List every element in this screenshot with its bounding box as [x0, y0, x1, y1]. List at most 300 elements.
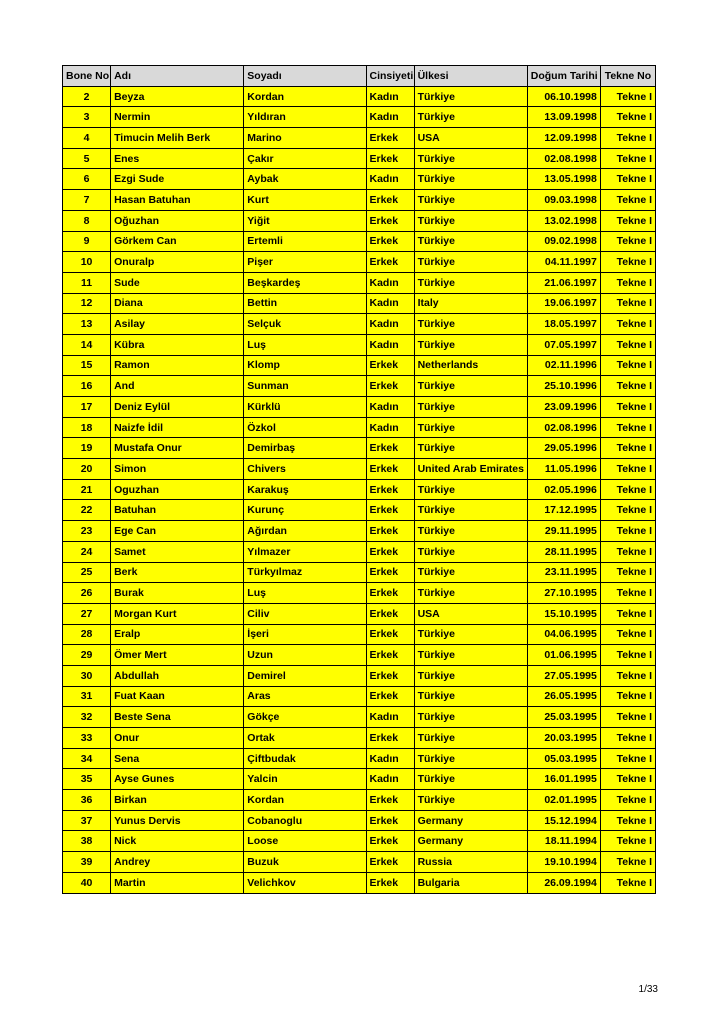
cell-tekne-no: Tekne I	[600, 831, 655, 852]
cell-bone-no: 9	[63, 231, 111, 252]
cell-soyadi: Ertemli	[244, 231, 366, 252]
cell-bone-no: 33	[63, 728, 111, 749]
cell-ulkesi: Türkiye	[414, 790, 527, 811]
cell-dogum-tarihi: 09.03.1998	[527, 190, 600, 211]
cell-ulkesi: Germany	[414, 831, 527, 852]
cell-cinsiyeti: Kadın	[366, 107, 414, 128]
table-row	[63, 190, 656, 211]
cell-ulkesi: Türkiye	[414, 583, 527, 604]
cell-adi: Oğuzhan	[111, 210, 244, 231]
cell-adi: Kübra	[111, 334, 244, 355]
cell-soyadi: Gökçe	[244, 707, 366, 728]
cell-dogum-tarihi: 27.10.1995	[527, 583, 600, 604]
cell-bone-no: 39	[63, 852, 111, 873]
cell-soyadi: Çakır	[244, 148, 366, 169]
cell-adi: Morgan Kurt	[111, 603, 244, 624]
cell-cinsiyeti: Kadın	[366, 417, 414, 438]
cell-cinsiyeti: Erkek	[366, 252, 414, 273]
cell-ulkesi: Türkiye	[414, 500, 527, 521]
cell-tekne-no: Tekne I	[600, 397, 655, 418]
cell-cinsiyeti: Kadın	[366, 397, 414, 418]
cell-dogum-tarihi: 26.09.1994	[527, 872, 600, 893]
cell-soyadi: Sunman	[244, 376, 366, 397]
cell-bone-no: 3	[63, 107, 111, 128]
cell-ulkesi: Türkiye	[414, 107, 527, 128]
cell-soyadi: Bettin	[244, 293, 366, 314]
cell-soyadi: Kurt	[244, 190, 366, 211]
cell-dogum-tarihi: 12.09.1998	[527, 128, 600, 149]
cell-adi: Fuat Kaan	[111, 686, 244, 707]
cell-bone-no: 12	[63, 293, 111, 314]
cell-dogum-tarihi: 02.11.1996	[527, 355, 600, 376]
cell-dogum-tarihi: 19.06.1997	[527, 293, 600, 314]
table-row	[63, 665, 656, 686]
cell-soyadi: Kurunç	[244, 500, 366, 521]
cell-dogum-tarihi: 13.02.1998	[527, 210, 600, 231]
cell-bone-no: 31	[63, 686, 111, 707]
cell-tekne-no: Tekne I	[600, 128, 655, 149]
cell-bone-no: 19	[63, 438, 111, 459]
cell-ulkesi: Türkiye	[414, 334, 527, 355]
table-row	[63, 169, 656, 190]
table-row	[63, 872, 656, 893]
cell-cinsiyeti: Kadın	[366, 707, 414, 728]
cell-dogum-tarihi: 17.12.1995	[527, 500, 600, 521]
cell-dogum-tarihi: 28.11.1995	[527, 541, 600, 562]
cell-adi: Nermin	[111, 107, 244, 128]
col-header-soyadi: Soyadı	[244, 66, 366, 87]
cell-soyadi: Yılmazer	[244, 541, 366, 562]
cell-bone-no: 11	[63, 272, 111, 293]
col-header-bone-no: Bone No	[63, 66, 111, 87]
cell-dogum-tarihi: 05.03.1995	[527, 748, 600, 769]
cell-ulkesi: Bulgaria	[414, 872, 527, 893]
cell-bone-no: 30	[63, 665, 111, 686]
cell-cinsiyeti: Kadın	[366, 748, 414, 769]
cell-adi: Andrey	[111, 852, 244, 873]
cell-tekne-no: Tekne I	[600, 459, 655, 480]
cell-dogum-tarihi: 02.05.1996	[527, 479, 600, 500]
cell-adi: Ömer Mert	[111, 645, 244, 666]
cell-dogum-tarihi: 06.10.1998	[527, 86, 600, 107]
cell-tekne-no: Tekne I	[600, 603, 655, 624]
table-row	[63, 314, 656, 335]
table-row	[63, 707, 656, 728]
cell-tekne-no: Tekne I	[600, 334, 655, 355]
cell-dogum-tarihi: 18.05.1997	[527, 314, 600, 335]
cell-tekne-no: Tekne I	[600, 148, 655, 169]
cell-cinsiyeti: Erkek	[366, 624, 414, 645]
cell-ulkesi: Russia	[414, 852, 527, 873]
cell-cinsiyeti: Erkek	[366, 831, 414, 852]
cell-ulkesi: Türkiye	[414, 210, 527, 231]
cell-dogum-tarihi: 13.09.1998	[527, 107, 600, 128]
cell-soyadi: Chivers	[244, 459, 366, 480]
cell-bone-no: 29	[63, 645, 111, 666]
cell-soyadi: Kordan	[244, 790, 366, 811]
cell-soyadi: Türkyılmaz	[244, 562, 366, 583]
cell-soyadi: Pişer	[244, 252, 366, 273]
cell-adi: Eralp	[111, 624, 244, 645]
cell-ulkesi: Türkiye	[414, 728, 527, 749]
cell-dogum-tarihi: 04.06.1995	[527, 624, 600, 645]
cell-ulkesi: Türkiye	[414, 562, 527, 583]
cell-adi: Ege Can	[111, 521, 244, 542]
cell-adi: Onur	[111, 728, 244, 749]
cell-dogum-tarihi: 23.09.1996	[527, 397, 600, 418]
cell-adi: Berk	[111, 562, 244, 583]
col-header-dogum-tarihi: Doğum Tarihi	[527, 66, 600, 87]
table-row	[63, 790, 656, 811]
cell-adi: Sena	[111, 748, 244, 769]
cell-cinsiyeti: Erkek	[366, 521, 414, 542]
cell-adi: Diana	[111, 293, 244, 314]
cell-cinsiyeti: Erkek	[366, 210, 414, 231]
table-row	[63, 86, 656, 107]
cell-adi: Ayse Gunes	[111, 769, 244, 790]
cell-bone-no: 27	[63, 603, 111, 624]
cell-bone-no: 6	[63, 169, 111, 190]
table-row	[63, 438, 656, 459]
participants-table	[62, 65, 656, 894]
cell-adi: Deniz Eylül	[111, 397, 244, 418]
cell-bone-no: 28	[63, 624, 111, 645]
cell-soyadi: Özkol	[244, 417, 366, 438]
cell-cinsiyeti: Erkek	[366, 562, 414, 583]
cell-ulkesi: Türkiye	[414, 252, 527, 273]
cell-dogum-tarihi: 04.11.1997	[527, 252, 600, 273]
cell-tekne-no: Tekne I	[600, 169, 655, 190]
cell-cinsiyeti: Erkek	[366, 479, 414, 500]
cell-cinsiyeti: Kadın	[366, 169, 414, 190]
cell-ulkesi: Türkiye	[414, 86, 527, 107]
cell-tekne-no: Tekne I	[600, 86, 655, 107]
cell-soyadi: Selçuk	[244, 314, 366, 335]
cell-cinsiyeti: Erkek	[366, 852, 414, 873]
header-row	[63, 66, 656, 87]
cell-tekne-no: Tekne I	[600, 210, 655, 231]
cell-bone-no: 32	[63, 707, 111, 728]
cell-dogum-tarihi: 20.03.1995	[527, 728, 600, 749]
cell-dogum-tarihi: 18.11.1994	[527, 831, 600, 852]
cell-dogum-tarihi: 07.05.1997	[527, 334, 600, 355]
cell-cinsiyeti: Erkek	[366, 190, 414, 211]
cell-soyadi: Cobanoglu	[244, 810, 366, 831]
cell-soyadi: Çiftbudak	[244, 748, 366, 769]
cell-dogum-tarihi: 01.06.1995	[527, 645, 600, 666]
cell-cinsiyeti: Kadın	[366, 293, 414, 314]
cell-ulkesi: Türkiye	[414, 479, 527, 500]
cell-bone-no: 35	[63, 769, 111, 790]
table-row	[63, 603, 656, 624]
cell-ulkesi: Türkiye	[414, 769, 527, 790]
cell-cinsiyeti: Kadın	[366, 314, 414, 335]
cell-tekne-no: Tekne I	[600, 790, 655, 811]
cell-bone-no: 14	[63, 334, 111, 355]
table-row	[63, 500, 656, 521]
cell-cinsiyeti: Erkek	[366, 665, 414, 686]
cell-tekne-no: Tekne I	[600, 624, 655, 645]
cell-tekne-no: Tekne I	[600, 852, 655, 873]
cell-soyadi: Ağırdan	[244, 521, 366, 542]
table-row	[63, 272, 656, 293]
cell-cinsiyeti: Erkek	[366, 128, 414, 149]
cell-cinsiyeti: Kadın	[366, 272, 414, 293]
cell-cinsiyeti: Erkek	[366, 810, 414, 831]
cell-bone-no: 40	[63, 872, 111, 893]
cell-ulkesi: USA	[414, 128, 527, 149]
cell-tekne-no: Tekne I	[600, 314, 655, 335]
cell-adi: Ezgi Sude	[111, 169, 244, 190]
cell-dogum-tarihi: 29.11.1995	[527, 521, 600, 542]
cell-tekne-no: Tekne I	[600, 438, 655, 459]
cell-bone-no: 10	[63, 252, 111, 273]
cell-ulkesi: Türkiye	[414, 438, 527, 459]
cell-ulkesi: Türkiye	[414, 748, 527, 769]
cell-cinsiyeti: Erkek	[366, 376, 414, 397]
cell-adi: Asilay	[111, 314, 244, 335]
cell-ulkesi: Türkiye	[414, 665, 527, 686]
cell-ulkesi: Türkiye	[414, 686, 527, 707]
cell-bone-no: 4	[63, 128, 111, 149]
cell-tekne-no: Tekne I	[600, 107, 655, 128]
page-number: 1/33	[638, 984, 658, 995]
cell-soyadi: Beşkardeş	[244, 272, 366, 293]
cell-bone-no: 38	[63, 831, 111, 852]
cell-dogum-tarihi: 02.08.1998	[527, 148, 600, 169]
cell-soyadi: Yıldıran	[244, 107, 366, 128]
cell-ulkesi: Türkiye	[414, 169, 527, 190]
cell-adi: Simon	[111, 459, 244, 480]
cell-adi: Samet	[111, 541, 244, 562]
table-row	[63, 252, 656, 273]
cell-dogum-tarihi: 16.01.1995	[527, 769, 600, 790]
cell-soyadi: Marino	[244, 128, 366, 149]
cell-soyadi: Luş	[244, 583, 366, 604]
cell-adi: Hasan Batuhan	[111, 190, 244, 211]
cell-bone-no: 5	[63, 148, 111, 169]
cell-cinsiyeti: Erkek	[366, 790, 414, 811]
cell-soyadi: Aybak	[244, 169, 366, 190]
cell-dogum-tarihi: 21.06.1997	[527, 272, 600, 293]
cell-soyadi: Ciliv	[244, 603, 366, 624]
table-row	[63, 293, 656, 314]
cell-soyadi: Demirbaş	[244, 438, 366, 459]
cell-dogum-tarihi: 23.11.1995	[527, 562, 600, 583]
cell-dogum-tarihi: 02.08.1996	[527, 417, 600, 438]
cell-cinsiyeti: Erkek	[366, 603, 414, 624]
table-row	[63, 521, 656, 542]
cell-tekne-no: Tekne I	[600, 562, 655, 583]
cell-ulkesi: Italy	[414, 293, 527, 314]
cell-ulkesi: Türkiye	[414, 314, 527, 335]
table-row	[63, 231, 656, 252]
cell-adi: Sude	[111, 272, 244, 293]
cell-tekne-no: Tekne I	[600, 231, 655, 252]
cell-ulkesi: Türkiye	[414, 521, 527, 542]
table-row	[63, 645, 656, 666]
cell-tekne-no: Tekne I	[600, 272, 655, 293]
cell-dogum-tarihi: 13.05.1998	[527, 169, 600, 190]
cell-cinsiyeti: Erkek	[366, 645, 414, 666]
cell-soyadi: Ortak	[244, 728, 366, 749]
cell-soyadi: Velichkov	[244, 872, 366, 893]
cell-bone-no: 8	[63, 210, 111, 231]
cell-dogum-tarihi: 29.05.1996	[527, 438, 600, 459]
table-row	[63, 728, 656, 749]
table-row	[63, 397, 656, 418]
table-row	[63, 831, 656, 852]
table-row	[63, 583, 656, 604]
cell-adi: Birkan	[111, 790, 244, 811]
cell-ulkesi: Germany	[414, 810, 527, 831]
cell-bone-no: 23	[63, 521, 111, 542]
cell-adi: Beste Sena	[111, 707, 244, 728]
cell-ulkesi: USA	[414, 603, 527, 624]
cell-dogum-tarihi: 15.12.1994	[527, 810, 600, 831]
cell-bone-no: 18	[63, 417, 111, 438]
table-row	[63, 562, 656, 583]
cell-soyadi: Aras	[244, 686, 366, 707]
cell-ulkesi: Türkiye	[414, 376, 527, 397]
cell-ulkesi: Türkiye	[414, 645, 527, 666]
table-row	[63, 334, 656, 355]
cell-adi: Mustafa Onur	[111, 438, 244, 459]
cell-adi: Martin	[111, 872, 244, 893]
cell-cinsiyeti: Erkek	[366, 686, 414, 707]
cell-tekne-no: Tekne I	[600, 707, 655, 728]
cell-bone-no: 24	[63, 541, 111, 562]
cell-bone-no: 26	[63, 583, 111, 604]
table-row	[63, 459, 656, 480]
cell-cinsiyeti: Erkek	[366, 872, 414, 893]
cell-soyadi: Luş	[244, 334, 366, 355]
cell-adi: Enes	[111, 148, 244, 169]
cell-dogum-tarihi: 09.02.1998	[527, 231, 600, 252]
cell-cinsiyeti: Erkek	[366, 459, 414, 480]
table-row	[63, 541, 656, 562]
cell-tekne-no: Tekne I	[600, 293, 655, 314]
cell-dogum-tarihi: 25.10.1996	[527, 376, 600, 397]
cell-bone-no: 20	[63, 459, 111, 480]
cell-adi: And	[111, 376, 244, 397]
cell-soyadi: Buzuk	[244, 852, 366, 873]
cell-cinsiyeti: Erkek	[366, 541, 414, 562]
cell-adi: Beyza	[111, 86, 244, 107]
cell-tekne-no: Tekne I	[600, 479, 655, 500]
cell-tekne-no: Tekne I	[600, 500, 655, 521]
table-row	[63, 479, 656, 500]
cell-dogum-tarihi: 27.05.1995	[527, 665, 600, 686]
table-row	[63, 624, 656, 645]
cell-adi: Timucin Melih Berk	[111, 128, 244, 149]
cell-ulkesi: Türkiye	[414, 231, 527, 252]
table-row	[63, 852, 656, 873]
cell-dogum-tarihi: 25.03.1995	[527, 707, 600, 728]
cell-ulkesi: Türkiye	[414, 397, 527, 418]
cell-soyadi: Loose	[244, 831, 366, 852]
table-row	[63, 128, 656, 149]
cell-bone-no: 16	[63, 376, 111, 397]
table-row	[63, 376, 656, 397]
cell-tekne-no: Tekne I	[600, 541, 655, 562]
cell-ulkesi: Netherlands	[414, 355, 527, 376]
cell-cinsiyeti: Erkek	[366, 500, 414, 521]
col-header-ulkesi: Ülkesi	[414, 66, 527, 87]
cell-dogum-tarihi: 11.05.1996	[527, 459, 600, 480]
cell-tekne-no: Tekne I	[600, 872, 655, 893]
cell-soyadi: Yalcin	[244, 769, 366, 790]
cell-bone-no: 7	[63, 190, 111, 211]
cell-adi: Yunus Dervis	[111, 810, 244, 831]
cell-soyadi: Klomp	[244, 355, 366, 376]
cell-cinsiyeti: Kadın	[366, 769, 414, 790]
cell-dogum-tarihi: 15.10.1995	[527, 603, 600, 624]
cell-soyadi: Karakuş	[244, 479, 366, 500]
cell-soyadi: Kürklü	[244, 397, 366, 418]
table-row	[63, 355, 656, 376]
table-row	[63, 107, 656, 128]
cell-bone-no: 37	[63, 810, 111, 831]
table-row	[63, 686, 656, 707]
cell-tekne-no: Tekne I	[600, 645, 655, 666]
cell-bone-no: 13	[63, 314, 111, 335]
table-row	[63, 210, 656, 231]
cell-adi: Naizfe İdil	[111, 417, 244, 438]
cell-adi: Onuralp	[111, 252, 244, 273]
cell-dogum-tarihi: 19.10.1994	[527, 852, 600, 873]
cell-dogum-tarihi: 26.05.1995	[527, 686, 600, 707]
cell-soyadi: Kordan	[244, 86, 366, 107]
cell-tekne-no: Tekne I	[600, 728, 655, 749]
cell-soyadi: Yiğit	[244, 210, 366, 231]
table-row	[63, 810, 656, 831]
cell-tekne-no: Tekne I	[600, 376, 655, 397]
cell-bone-no: 2	[63, 86, 111, 107]
cell-adi: Abdullah	[111, 665, 244, 686]
cell-tekne-no: Tekne I	[600, 748, 655, 769]
cell-bone-no: 17	[63, 397, 111, 418]
cell-ulkesi: Türkiye	[414, 417, 527, 438]
cell-adi: Nick	[111, 831, 244, 852]
cell-soyadi: Demirel	[244, 665, 366, 686]
col-header-cinsiyeti: Cinsiyeti	[366, 66, 414, 87]
cell-cinsiyeti: Kadın	[366, 86, 414, 107]
cell-bone-no: 15	[63, 355, 111, 376]
table-row	[63, 417, 656, 438]
cell-adi: Oguzhan	[111, 479, 244, 500]
cell-ulkesi: Türkiye	[414, 148, 527, 169]
cell-ulkesi: Türkiye	[414, 190, 527, 211]
cell-ulkesi: Türkiye	[414, 272, 527, 293]
cell-tekne-no: Tekne I	[600, 252, 655, 273]
col-header-adi: Adı	[111, 66, 244, 87]
cell-tekne-no: Tekne I	[600, 686, 655, 707]
cell-tekne-no: Tekne I	[600, 355, 655, 376]
cell-tekne-no: Tekne I	[600, 810, 655, 831]
cell-cinsiyeti: Erkek	[366, 728, 414, 749]
cell-bone-no: 22	[63, 500, 111, 521]
cell-cinsiyeti: Erkek	[366, 148, 414, 169]
cell-cinsiyeti: Kadın	[366, 334, 414, 355]
cell-ulkesi: Türkiye	[414, 707, 527, 728]
cell-ulkesi: United Arab Emirates	[414, 459, 527, 480]
cell-tekne-no: Tekne I	[600, 417, 655, 438]
cell-tekne-no: Tekne I	[600, 769, 655, 790]
cell-adi: Batuhan	[111, 500, 244, 521]
cell-cinsiyeti: Erkek	[366, 355, 414, 376]
table-row	[63, 769, 656, 790]
